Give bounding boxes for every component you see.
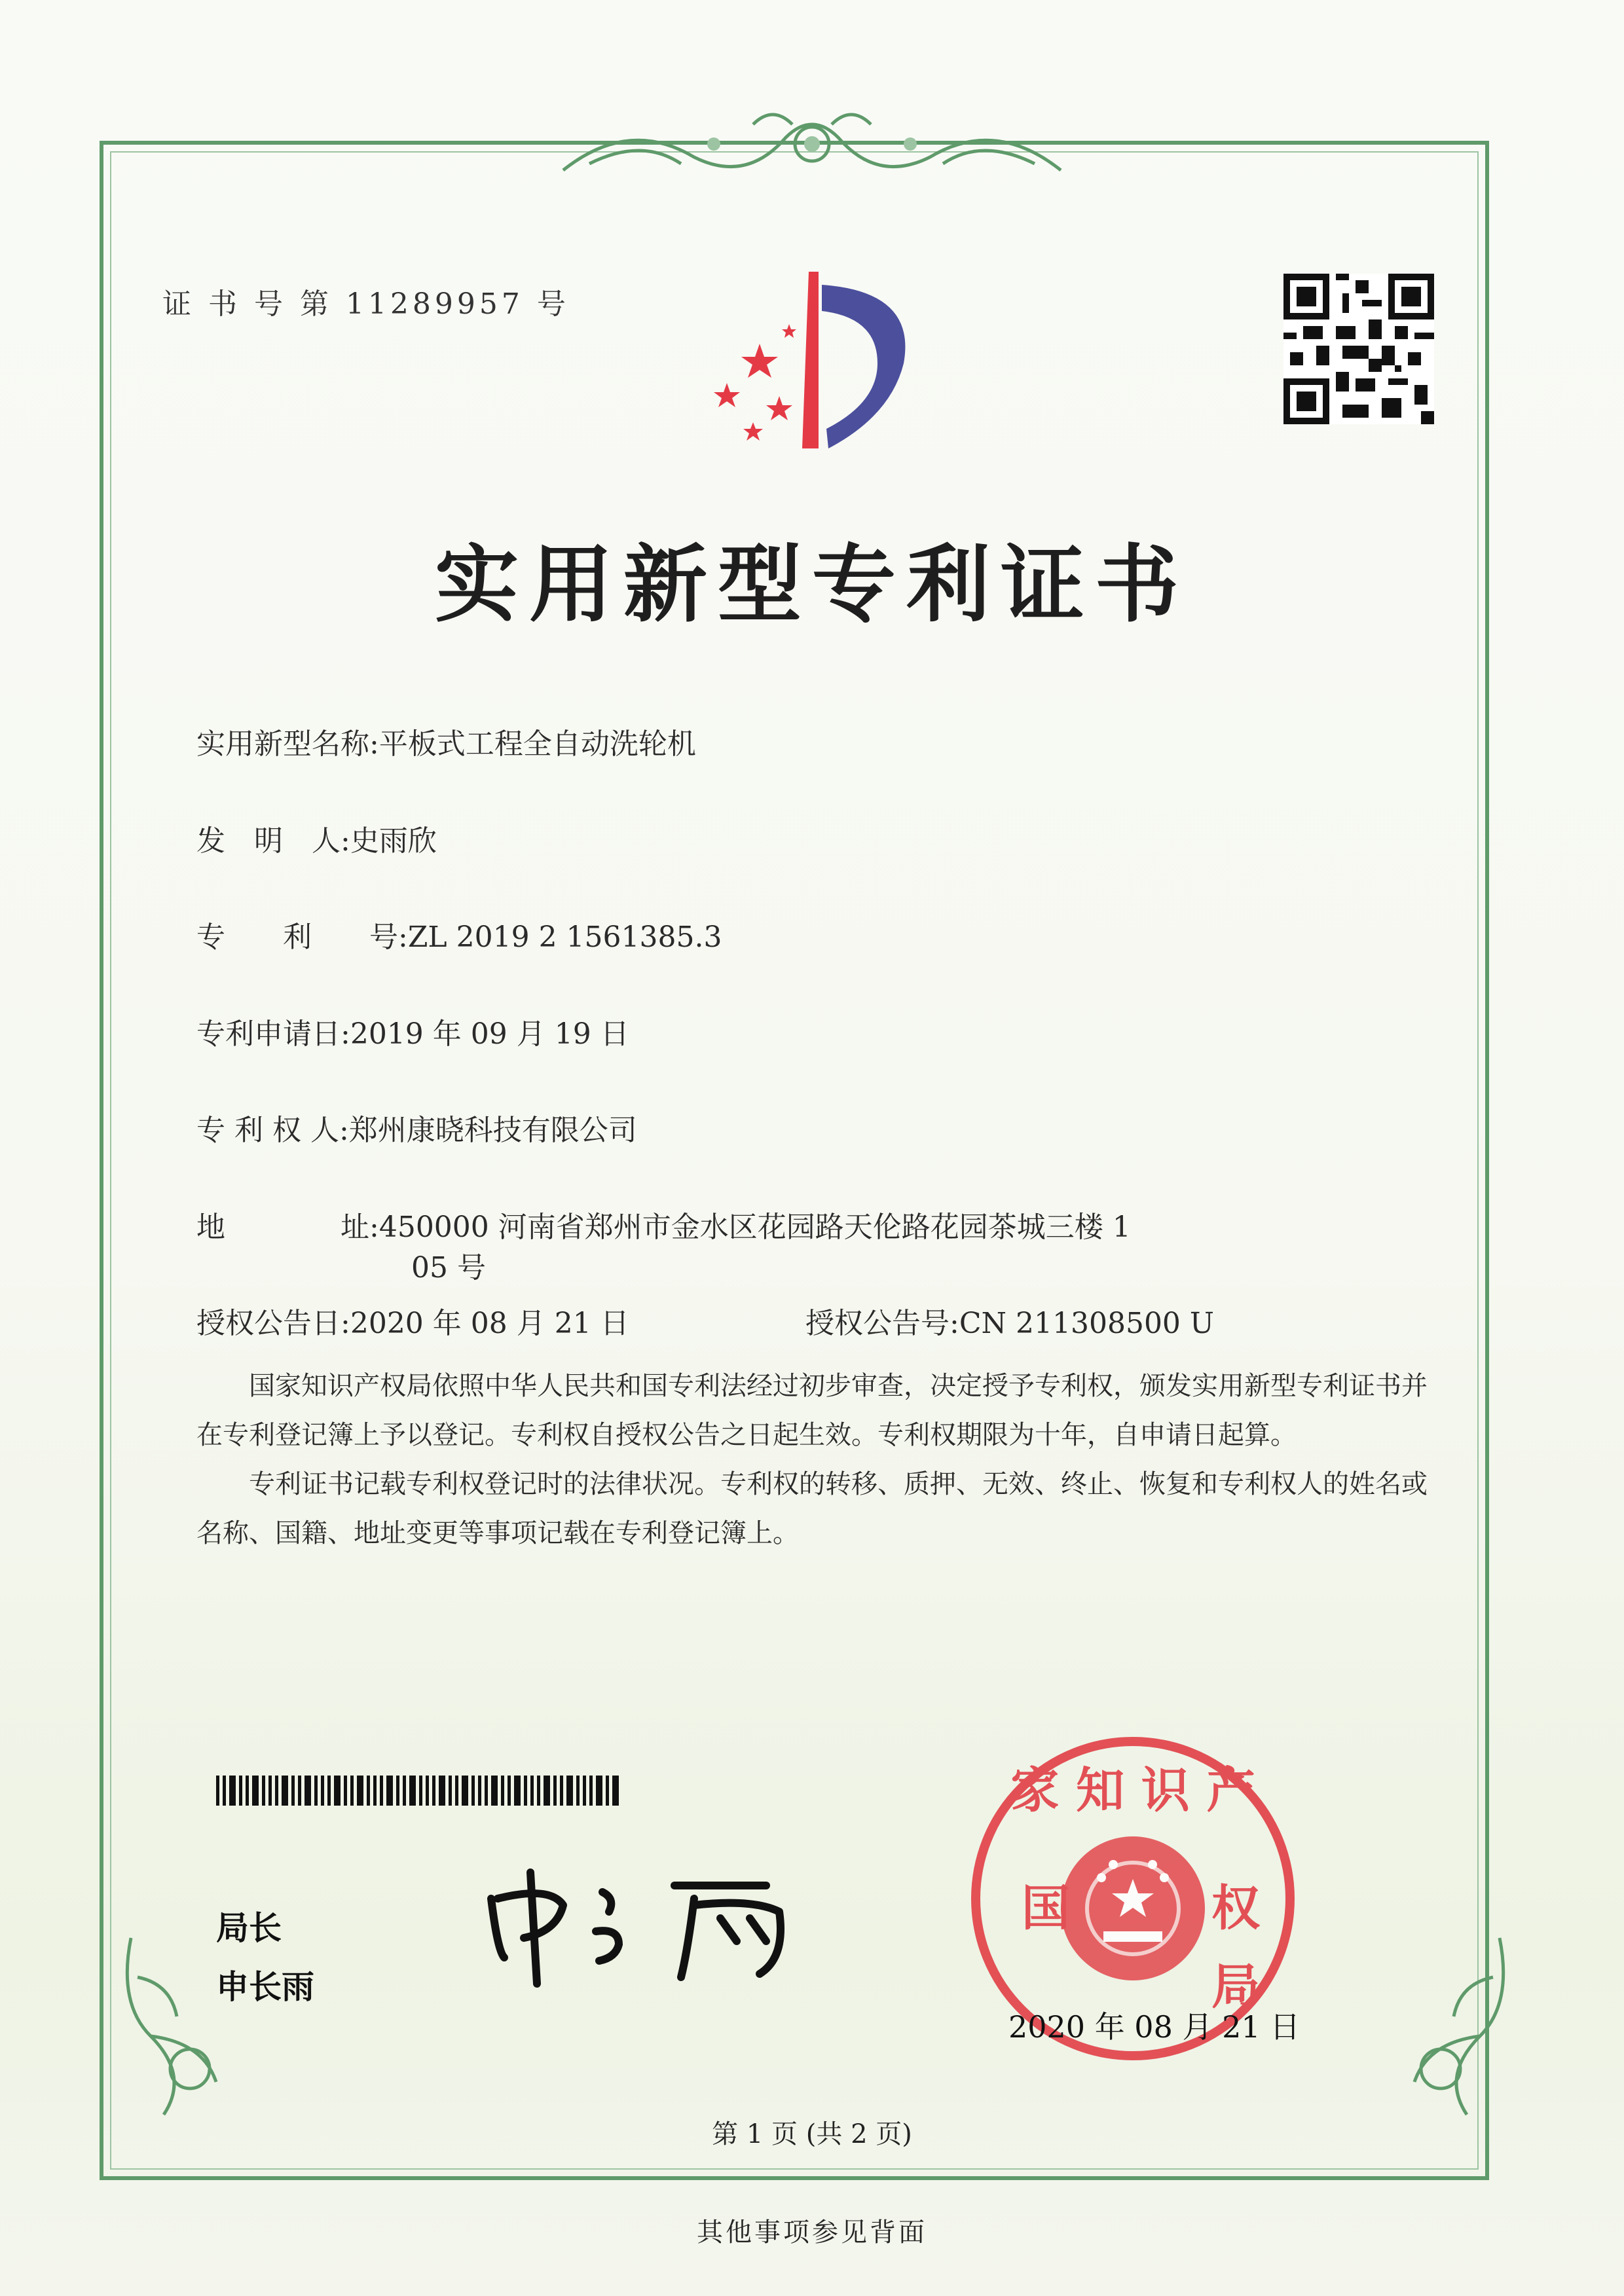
- body-paragraph: 专利证书记载专利权登记时的法律状况。专利权的转移、质押、无效、终止、恢复和专利权人的姓名或名称、国籍、地址变更等事项记载在专利登记簿上。: [196, 1469, 1428, 1548]
- seal-date: 2020 年 08 月 21 日: [1008, 2009, 1301, 2045]
- field-label: 专 利 号:: [196, 920, 408, 954]
- field-patent-number: [196, 913, 722, 955]
- field-utility-model-name: [196, 720, 696, 762]
- field-filing-date: [196, 1010, 629, 1052]
- field-label: 专 利 权 人:: [196, 1114, 349, 1147]
- field-patentee: [196, 1106, 637, 1148]
- field-grant-number: [805, 1300, 1214, 1341]
- field-value: 2019 年 09 月 19 日: [350, 1017, 629, 1051]
- field-value: 史雨欣: [350, 824, 437, 858]
- field-label: 地 址:: [196, 1211, 379, 1244]
- barcode: [216, 1776, 622, 1806]
- signer-title: 局长: [216, 1909, 282, 1947]
- field-inventor: [196, 817, 437, 859]
- field-grant-date: [196, 1300, 629, 1341]
- field-address: [196, 1203, 1131, 1245]
- signer-name: 申长雨: [216, 1968, 314, 2006]
- handwritten-signature: [478, 1859, 819, 1990]
- field-label: 授权公告日:: [196, 1307, 350, 1340]
- footer-note: 其他事项参见背面: [697, 2217, 927, 2248]
- field-value: ZL 2019 2 1561385.3: [407, 920, 722, 954]
- certificate-number: 证 书 号 第 11289957 号: [162, 287, 570, 321]
- page-number: 第 1 页 (共 2 页): [712, 2119, 912, 2149]
- svg-text:国: 国: [1022, 1880, 1070, 1937]
- svg-text:家 知 识 产: 家 知 识 产: [1010, 1762, 1255, 1819]
- bottom-left-ornament: [111, 1925, 282, 2121]
- field-value: 郑州康晓科技有限公司: [348, 1114, 637, 1147]
- cnipa-logo: [681, 265, 930, 462]
- field-label: 专利申请日:: [196, 1017, 350, 1051]
- field-value: 平板式工程全自动洗轮机: [378, 727, 696, 761]
- field-label: 授权公告号:: [805, 1307, 959, 1340]
- qr-code: [1283, 274, 1434, 424]
- field-value: CN 211308500 U: [959, 1307, 1214, 1340]
- svg-text:局: 局: [1211, 1959, 1260, 2015]
- field-label: 实用新型名称:: [196, 727, 379, 761]
- bottom-right-ornament: [1349, 1925, 1519, 2121]
- field-value: 2020 年 08 月 21 日: [350, 1307, 629, 1340]
- field-value: 05 号: [411, 1251, 486, 1285]
- certificate-body: [196, 1362, 1428, 1558]
- field-label: 发 明 人:: [196, 824, 350, 858]
- field-address-cont: [411, 1244, 486, 1286]
- body-paragraph: 国家知识产权局依照中华人民共和国专利法经过初步审查，决定授予专利权，颁发实用新型专利证书并在专利登记簿上予以登记。专利权自授权公告之日起生效。专利权期限为十年，自申请日起算。: [196, 1371, 1428, 1450]
- top-ornament: [550, 98, 1074, 190]
- certificate-title: 实用新型专利证书: [434, 536, 1189, 634]
- svg-text:权: 权: [1211, 1880, 1260, 1937]
- field-value: 450000 河南省郑州市金水区花园路天伦路花园茶城三楼 1: [378, 1211, 1131, 1244]
